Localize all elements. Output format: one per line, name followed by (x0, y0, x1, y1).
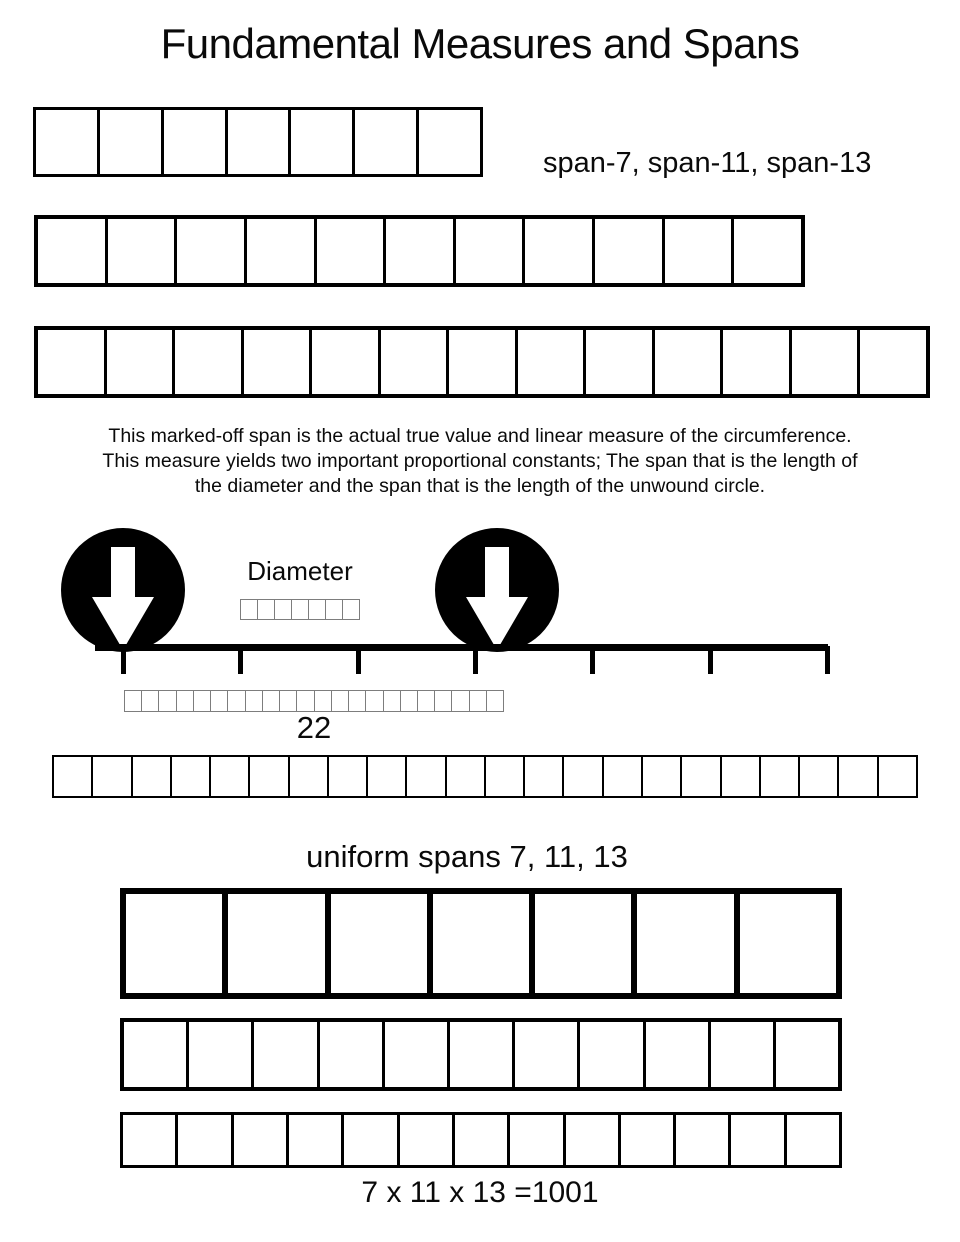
cell (275, 600, 292, 619)
cell (38, 330, 107, 394)
cell (792, 330, 861, 394)
cell (355, 110, 419, 174)
cell (108, 219, 178, 283)
cell (740, 894, 836, 993)
cell (107, 330, 176, 394)
cell (525, 757, 564, 796)
cell (254, 1022, 319, 1087)
cell (194, 691, 211, 711)
cell (93, 757, 132, 796)
cell (228, 894, 330, 993)
cell (54, 757, 93, 796)
cell (125, 691, 142, 711)
cell (637, 894, 739, 993)
cell (734, 219, 801, 283)
ruler-ticks (121, 646, 830, 674)
cell (178, 1115, 233, 1165)
span-11-strip (34, 215, 805, 287)
cell (676, 1115, 731, 1165)
cell (343, 600, 359, 619)
product-formula: 7 x 11 x 13 =1001 (361, 1176, 599, 1209)
page-title: Fundamental Measures and Spans (160, 20, 800, 67)
cell (292, 600, 309, 619)
cell (525, 219, 595, 283)
cell (450, 1022, 515, 1087)
span-list-label: span-7, span-11, span-13 (543, 147, 872, 179)
cell (586, 330, 655, 394)
cell (456, 219, 526, 283)
cell (646, 1022, 711, 1087)
ruler-tick (121, 646, 126, 674)
cell (280, 691, 297, 711)
cell (241, 600, 258, 619)
cell (315, 691, 332, 711)
circle-down-arrow-icon (435, 528, 559, 652)
cell (761, 757, 800, 796)
cell (486, 757, 525, 796)
cell (100, 110, 164, 174)
description-paragraph (0, 424, 960, 499)
cell (290, 757, 329, 796)
cell (211, 757, 250, 796)
cell (447, 757, 486, 796)
cell (621, 1115, 676, 1165)
cell (564, 757, 603, 796)
cell (164, 110, 228, 174)
cell (452, 691, 469, 711)
cell (344, 1115, 399, 1165)
cell (879, 757, 916, 796)
uniform-spans-heading: uniform spans 7, 11, 13 (306, 839, 628, 874)
cell (711, 1022, 776, 1087)
diameter-label: Diameter (247, 556, 353, 586)
cell (349, 691, 366, 711)
cell (487, 691, 503, 711)
cell (604, 757, 643, 796)
cell (723, 330, 792, 394)
cell (787, 1115, 839, 1165)
cell (384, 691, 401, 711)
cell (655, 330, 724, 394)
cell (36, 110, 100, 174)
circumference-strip-large (52, 755, 918, 798)
cell (510, 1115, 565, 1165)
cell (401, 691, 418, 711)
uniform-span-7-strip (120, 888, 842, 999)
cell (800, 757, 839, 796)
circumference-count-label: 22 (296, 710, 332, 745)
ruler-tick (238, 646, 243, 674)
description-line-1: This marked-off span is the actual true value and linear measure of the circumference. (108, 425, 852, 447)
cell (309, 600, 326, 619)
cell (289, 1115, 344, 1165)
cell (126, 894, 228, 993)
cell (258, 600, 275, 619)
span-7-strip (33, 107, 483, 177)
cell (123, 1115, 178, 1165)
span-13-strip (34, 326, 930, 398)
cell (177, 219, 247, 283)
cell (38, 219, 108, 283)
cell (291, 110, 355, 174)
cell (211, 691, 228, 711)
circumference-strip-small (124, 690, 504, 712)
cell (263, 691, 280, 711)
cell (172, 757, 211, 796)
cell (332, 691, 349, 711)
cell (595, 219, 665, 283)
cell (250, 757, 289, 796)
cell (435, 691, 452, 711)
cell (133, 757, 172, 796)
cell (189, 1022, 254, 1087)
rolling-circle-end (435, 528, 559, 657)
cell (470, 691, 487, 711)
cell (320, 1022, 385, 1087)
cell (776, 1022, 838, 1087)
cell (407, 757, 446, 796)
cell (419, 110, 480, 174)
cell (643, 757, 682, 796)
cell (244, 330, 313, 394)
cell (329, 757, 368, 796)
description-line-3: the diameter and the span that is the length of the unwound circle. (194, 475, 766, 497)
cell (175, 330, 244, 394)
cell (312, 330, 381, 394)
cell (682, 757, 721, 796)
ruler-tick (708, 646, 713, 674)
cell (665, 219, 735, 283)
cell (234, 1115, 289, 1165)
cell (839, 757, 878, 796)
cell (317, 219, 387, 283)
description-line-2: This measure yields two important proportional constants; The span that is the length of (102, 450, 858, 472)
cell (331, 894, 433, 993)
cell (518, 330, 587, 394)
cell (177, 691, 194, 711)
cell (247, 219, 317, 283)
cell (580, 1022, 645, 1087)
cell (455, 1115, 510, 1165)
cell (159, 691, 176, 711)
cell (722, 757, 761, 796)
diameter-strip (240, 599, 360, 620)
circle-down-arrow-icon (61, 528, 185, 652)
cell (449, 330, 518, 394)
cell (246, 691, 263, 711)
rolling-circle-start (61, 528, 185, 657)
cell (433, 894, 535, 993)
cell (535, 894, 637, 993)
cell (418, 691, 435, 711)
cell (228, 691, 245, 711)
cell (142, 691, 159, 711)
uniform-span-11-strip (120, 1018, 842, 1091)
cell (731, 1115, 786, 1165)
cell (386, 219, 456, 283)
cell (385, 1022, 450, 1087)
cell (326, 600, 343, 619)
cell (400, 1115, 455, 1165)
ruler-tick (825, 646, 830, 674)
cell (297, 691, 314, 711)
cell (381, 330, 450, 394)
uniform-span-13-strip (120, 1112, 842, 1168)
cell (566, 1115, 621, 1165)
cell (515, 1022, 580, 1087)
cell (366, 691, 383, 711)
cell (228, 110, 292, 174)
cell (124, 1022, 189, 1087)
cell (860, 330, 926, 394)
ruler-tick (473, 646, 478, 674)
ruler-tick (590, 646, 595, 674)
ruler-tick (356, 646, 361, 674)
cell (368, 757, 407, 796)
